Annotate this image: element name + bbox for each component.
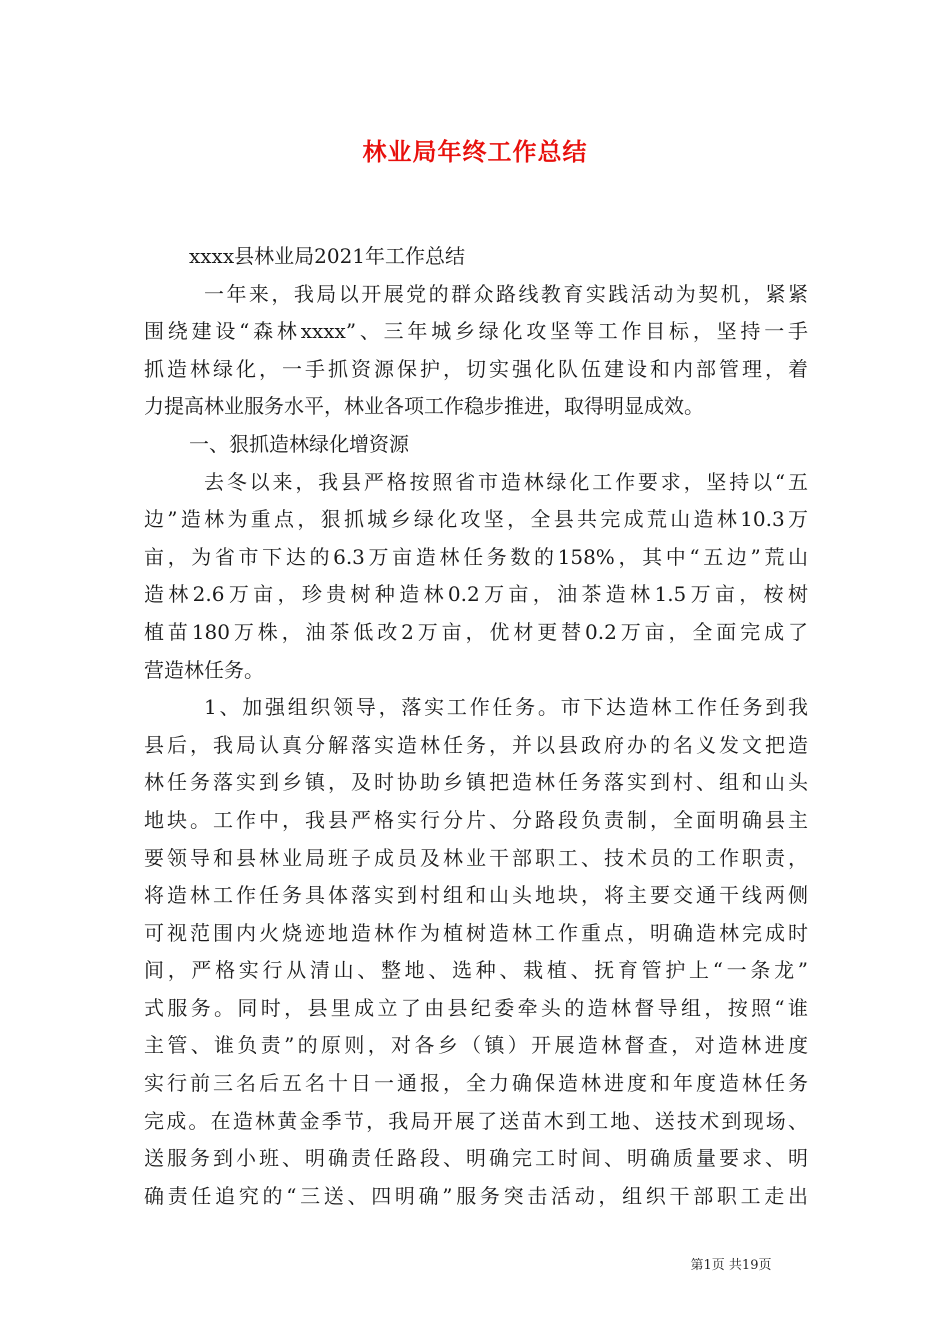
paragraph-line: 植苗180万株，油茶低改2万亩，优材更替0.2万亩，全面完成了: [144, 619, 808, 644]
paragraph-line: 县后，我局认真分解落实造林任务，并以县政府办的名义发文把造: [144, 732, 808, 757]
paragraph-line: 将造林工作任务具体落实到村组和山头地块，将主要交通干线两侧: [144, 883, 808, 908]
paragraph-line: 营造林任务。: [144, 657, 264, 682]
paragraph-line: 送服务到小班、明确责任路段、明确完工时间、明确质量要求、明: [144, 1146, 808, 1171]
paragraph-line: 亩，为省市下达的6.3万亩造林任务数的158%，其中“五边”荒山: [144, 544, 808, 569]
paragraph-line: 造林2.6万亩，珍贵树种造林0.2万亩，油茶造林1.5万亩，桉树: [144, 582, 808, 607]
paragraph-line: 围绕建设“森林xxxx”、三年城乡绿化攻坚等工作目标，坚持一手: [144, 319, 808, 344]
paragraph-line: 要领导和县林业局班子成员及林业干部职工、技术员的工作职责，: [144, 845, 808, 870]
paragraph-line: 力提高林业服务水平，林业各项工作稳步推进，取得明显成效。: [144, 394, 704, 419]
paragraph-line: 一年来，我局以开展党的群众路线教育实践活动为契机，紧紧: [204, 281, 808, 306]
paragraph-line: 确责任追究的“三送、四明确”服务突击活动，组织干部职工走出: [144, 1183, 808, 1208]
paragraph-line: 去冬以来，我县严格按照省市造林绿化工作要求，坚持以“五: [204, 469, 808, 494]
paragraph-line: 边”造林为重点，狠抓城乡绿化攻坚，全县共完成荒山造林10.3万: [144, 507, 808, 532]
paragraph-line: 林任务落实到乡镇，及时协助乡镇把造林任务落实到村、组和山头: [144, 770, 808, 795]
section-heading: 一、狠抓造林绿化增资源: [189, 431, 409, 456]
document-title: 林业局年终工作总结: [362, 138, 588, 166]
paragraph-line: 1、加强组织领导，落实工作任务。市下达造林工作任务到我: [204, 695, 808, 720]
paragraph-line: 实行前三名后五名十日一通报，全力确保造林进度和年度造林任务: [144, 1071, 808, 1096]
paragraph-line: 抓造林绿化，一手抓资源保护，切实强化队伍建设和内部管理，着: [144, 356, 808, 381]
document-body: [144, 238, 808, 1215]
paragraph-line: 完成。在造林黄金季节，我局开展了送苗木到工地、送技术到现场、: [144, 1108, 808, 1133]
paragraph-line: 主管、谁负责”的原则，对各乡（镇）开展造林督查，对造林进度: [144, 1033, 808, 1058]
paragraph-line: 式服务。同时，县里成立了由县纪委牵头的造林督导组，按照“谁: [144, 995, 808, 1020]
paragraph-line: 可视范围内火烧迹地造林作为植树造林工作重点，明确造林完成时: [144, 920, 808, 945]
subtitle-line: xxxx县林业局2021年工作总结: [189, 244, 466, 268]
page-number-footer: 第1页 共19页: [690, 1258, 772, 1273]
paragraph-line: 间，严格实行从清山、整地、选种、栽植、抚育管护上“一条龙”: [144, 958, 808, 983]
paragraph-line: 地块。工作中，我县严格实行分片、分路段负责制，全面明确县主: [144, 807, 808, 832]
